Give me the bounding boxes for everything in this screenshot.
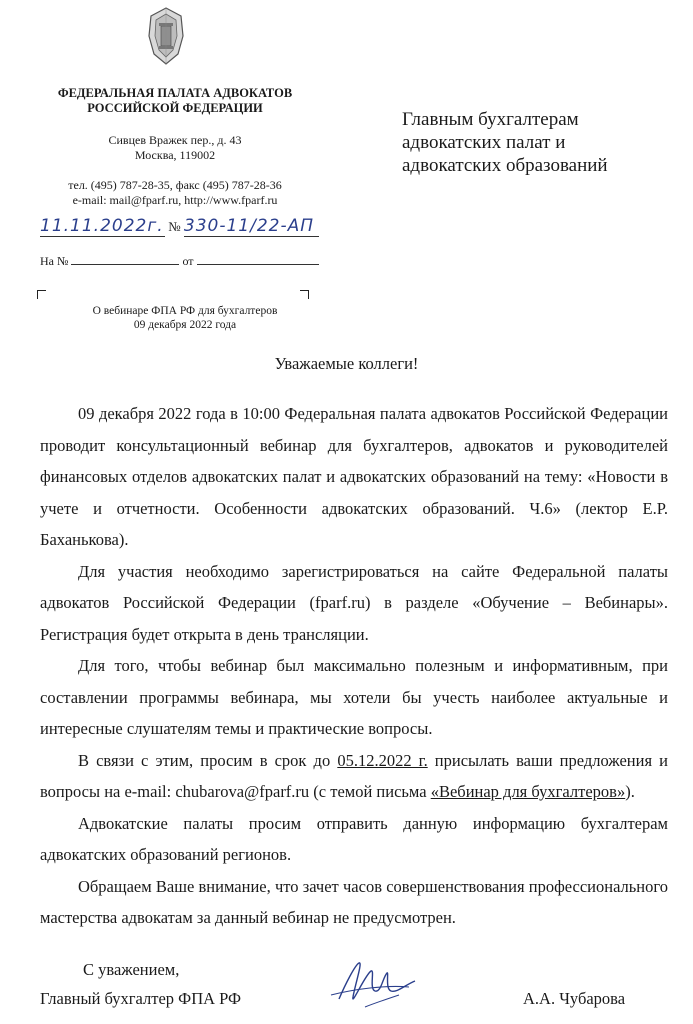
- paragraph-1: 09 декабря 2022 года в 10:00 Федеральная палата адвокатов Российской Федерации проводит консультационный вебинар для бухгалтеров, адвокатов и руководителей финансовых отделов адвокатских палат и адвокатских образований на тему: «Новости в учете и отчетности. Особенности адвокатских образований. Ч.6» (лектор Е.Р. Баханькова).: [40, 404, 668, 549]
- closing: С уважением,: [83, 960, 180, 979]
- email-website: e-mail: mail@fparf.ru, http://www.fparf.ru: [72, 193, 278, 207]
- signature-icon: [325, 955, 420, 1015]
- subject-line2: 09 декабря 2022 года: [133, 319, 237, 331]
- incoming-date-blank: [197, 252, 319, 265]
- paragraph-4-text-b: присылать ваши предложения и вопросы на e-mail: chubarova@fparf.ru (с темой письма: [40, 750, 668, 801]
- addressee-line1: Главным бухгалтерам: [402, 109, 579, 130]
- emblem-icon: [145, 6, 187, 68]
- outgoing-number: 330-11/22-АП: [184, 216, 319, 237]
- incoming-from-label: от: [182, 254, 194, 268]
- paragraph-5: Адвокатские палаты просим отправить данную информацию бухгалтерам адвокатских образований регионов.: [40, 813, 668, 864]
- letter-body: [40, 398, 668, 934]
- subject-bracket-right: [300, 290, 309, 299]
- org-name-line2: РОССИЙСКОЙ ФЕДЕРАЦИИ: [87, 101, 263, 115]
- phone-fax: тел. (495) 787-28-35, факс (495) 787-28-36: [68, 178, 282, 192]
- deadline-date: 05.12.2022 г.: [337, 750, 428, 770]
- greeting: Уважаемые коллеги!: [274, 354, 419, 373]
- paragraph-2: Для участия необходимо зарегистрироваться на сайте Федеральной палаты адвокатов Российской Федерации (fparf.ru) в разделе «Обучение – Вебинары». Регистрация будет открыта в день трансляции.: [40, 561, 668, 644]
- outgoing-number-label: №: [168, 219, 181, 234]
- paragraph-4-text-a: В связи с этим, просим в срок до: [78, 750, 338, 770]
- paragraph-4: [40, 745, 668, 808]
- outgoing-date-number: [40, 216, 319, 237]
- subject: [40, 304, 330, 332]
- incoming-number-blank: [71, 252, 179, 265]
- paragraph-4-text-c: ).: [625, 782, 635, 801]
- outgoing-date: 11.11.2022г.: [40, 216, 164, 236]
- subject-bracket-left: [37, 290, 46, 299]
- addressee: [402, 108, 682, 177]
- email-subject-topic: «Вебинар для бухгалтеров»: [430, 782, 626, 801]
- subject-line1: О вебинаре ФПА РФ для бухгалтеров: [92, 305, 278, 317]
- org-name-line1: ФЕДЕРАЛЬНАЯ ПАЛАТА АДВОКАТОВ: [57, 86, 293, 100]
- signatory-name: А.А. Чубарова: [523, 989, 626, 1008]
- signatory-position: Главный бухгалтер ФПА РФ: [40, 989, 242, 1008]
- address-city: Москва, 119002: [134, 148, 216, 162]
- paragraph-6: Обращаем Ваше внимание, что зачет часов совершенствования профессионального мастерства адвокатам за данный вебинар не предусмотрен.: [40, 876, 668, 927]
- incoming-number-label: На №: [40, 254, 69, 268]
- incoming-reference: [40, 252, 319, 269]
- addressee-line2: адвокатских палат и: [402, 132, 566, 153]
- address-street: Сивцев Вражек пер., д. 43: [108, 133, 242, 147]
- addressee-line3: адвокатских образований: [402, 155, 608, 176]
- paragraph-3: Для того, чтобы вебинар был максимально полезным и информативным, при составлении программы вебинара, мы хотели бы учесть наиболее актуальные и интересные слушателям темы и практические вопросы.: [40, 656, 668, 738]
